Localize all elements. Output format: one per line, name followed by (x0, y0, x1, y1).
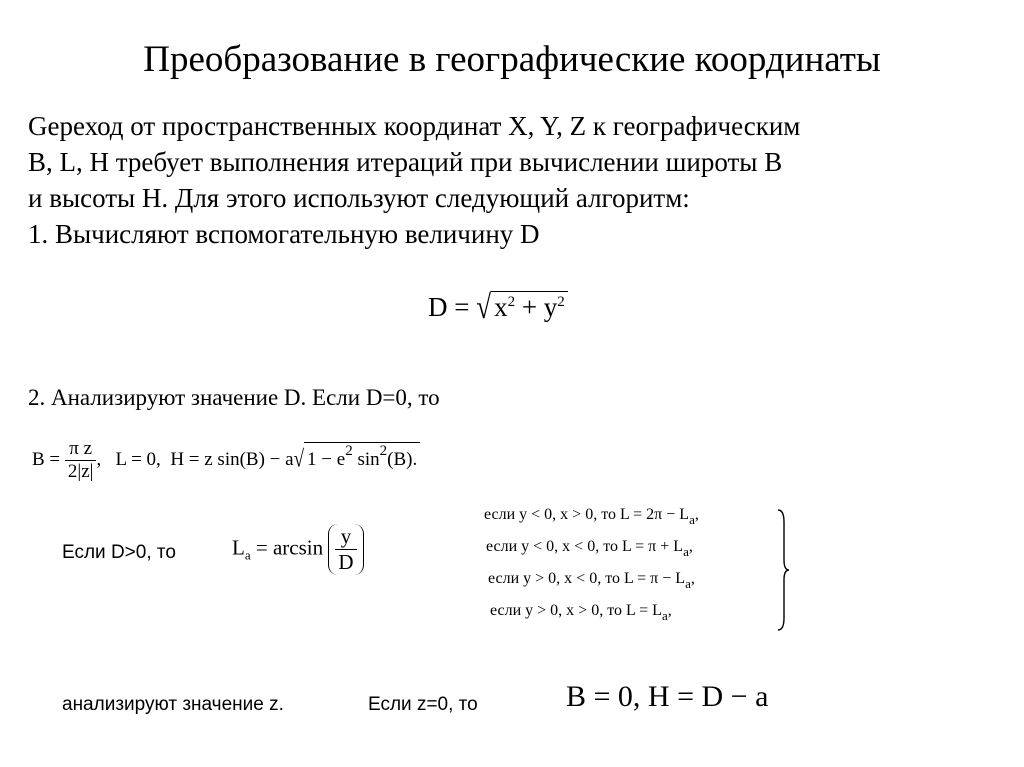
step-2-text: 2. Анализируют значение D. Если D=0, то (28, 385, 440, 410)
case-comma: , (690, 570, 695, 587)
formula-la-eq: = arcsin (255, 535, 324, 560)
intro-line-3: и высоты H. Для этого используют следующий алгоритм: (28, 183, 690, 213)
case-row (486, 538, 693, 560)
formula-l-zero: L = 0, (115, 448, 161, 470)
formula-d-radicand (491, 291, 568, 323)
if-d-positive-text: Если D>0, то (62, 542, 176, 563)
formula-d-x-exponent: 2 (507, 294, 516, 310)
formula-b-fraction (65, 438, 97, 483)
fraction-denominator: 2|z| (67, 461, 94, 482)
case-condition: если y > 0, x > 0, то L = L (490, 602, 662, 619)
case-comma: , (667, 602, 672, 619)
intro-line-1: Gереход от пространственных координат X, Y, Z к географическим (28, 111, 801, 141)
intro-line-2: B, L, H требует выполнения итераций при вычислении широты B (28, 147, 783, 177)
e-exponent: 2 (345, 442, 353, 459)
radical-sign: √ (293, 446, 305, 473)
radicand-sin: sin (352, 448, 380, 470)
case-subscript: a (683, 544, 689, 559)
sin-exponent: 2 (379, 442, 388, 459)
case-condition: если y > 0, x < 0, то L = π − L (488, 570, 686, 587)
formula-d-lhs: D = (428, 292, 470, 322)
case-subscript: a (689, 512, 695, 527)
slide-title: Преобразование в географические координаты (143, 39, 881, 80)
formula-d-zero-case (32, 438, 420, 483)
fraction-numerator: π z (65, 438, 97, 461)
if-z-zero-text: Если z=0, то (368, 694, 478, 715)
case-row (488, 570, 695, 592)
formula-d-y-exponent: 2 (557, 294, 565, 310)
case-condition: если y < 0, x > 0, то L = 2π − L (484, 506, 690, 523)
parentheses (328, 524, 363, 575)
radical-sign: √ (476, 288, 492, 326)
formula-la-l: L (232, 535, 245, 560)
analyze-z-text: анализируют значение z. (62, 694, 284, 715)
result-formula: B = 0, H = D − a (566, 680, 769, 713)
cases-block (484, 504, 784, 632)
case-row (484, 506, 699, 528)
formula-h-radicand (304, 442, 420, 471)
formula-d-x: x (494, 292, 508, 322)
formula-la-subscript: a (244, 547, 251, 563)
case-row (490, 602, 672, 624)
case-subscript: a (661, 608, 668, 623)
case-comma: , (694, 506, 699, 523)
radicand-part-2: (B). (387, 448, 418, 470)
formula-b-lhs: B = (32, 448, 61, 470)
formula-d-plus: + (521, 292, 538, 322)
radicand-part-1: 1 − e (307, 448, 346, 470)
formula-d-y: y (543, 292, 558, 322)
case-subscript: a (685, 576, 691, 591)
formula-d (428, 288, 568, 326)
comma: , (96, 448, 102, 470)
fraction-numerator: y (335, 524, 356, 550)
case-comma: , (688, 538, 693, 555)
fraction-denominator: D (338, 550, 354, 574)
formula-la (232, 524, 364, 575)
case-condition: если y < 0, x < 0, то L = π + L (486, 538, 684, 555)
formula-la-fraction (335, 524, 356, 575)
formula-h-lhs: H = z sin(B) − a (170, 448, 294, 470)
intro-line-4: 1. Вычисляют вспомогательную величину D (28, 219, 540, 249)
right-brace (776, 508, 790, 632)
